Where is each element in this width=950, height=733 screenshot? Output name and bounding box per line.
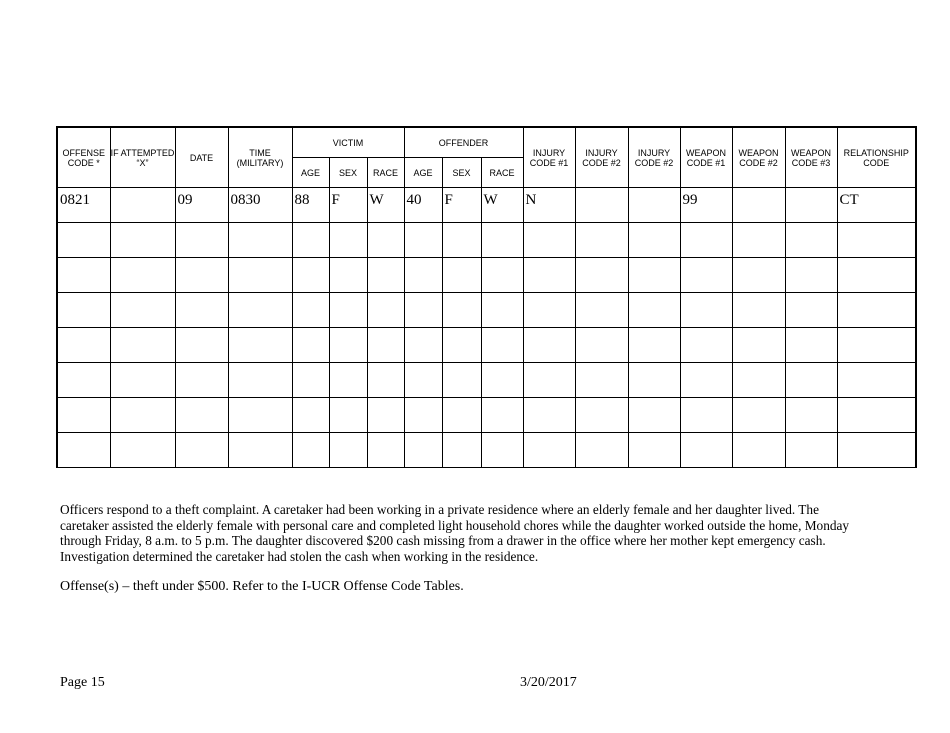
table-row: [57, 188, 916, 223]
page-number: Page 15: [60, 675, 105, 690]
table-row: [57, 398, 916, 433]
table-cell[interactable]: [523, 398, 575, 433]
table-cell[interactable]: [442, 293, 481, 328]
table-cell[interactable]: [367, 363, 404, 398]
table-cell[interactable]: [628, 293, 680, 328]
table-cell[interactable]: [57, 433, 110, 468]
footer-date: 3/20/2017: [520, 675, 577, 690]
offense-line: Offense(s) – theft under $500. Refer to the I-UCR Offense Code Tables.: [60, 579, 464, 594]
table-cell[interactable]: [175, 223, 228, 258]
table-cell[interactable]: [575, 293, 628, 328]
table-cell[interactable]: [367, 258, 404, 293]
table-cell[interactable]: [732, 363, 785, 398]
table-cell[interactable]: [785, 398, 837, 433]
header-time: TIME (MILITARY): [228, 127, 292, 188]
table-cell[interactable]: [732, 293, 785, 328]
cell-weapon-code-3[interactable]: [785, 188, 837, 223]
scenario-narrative: Officers respond to a theft complaint. A caretaker had been working in a private residence where an elderly female and her daughter lived. The caretaker assisted the elderly female with personal care and completed light household chores while the daughter worked outside the home, Monday through Friday, 8 a.m. to 5 p.m. The daughter discovered $200 cash missing from a drawer in the office where her mother kept emergency cash. Investigation determined the caretaker had stolen the cash when working in the residence.: [60, 502, 850, 564]
table-cell[interactable]: [175, 363, 228, 398]
cell-relationship-code[interactable]: CT: [837, 188, 916, 223]
table-cell[interactable]: [329, 398, 367, 433]
table-cell[interactable]: [628, 223, 680, 258]
table-cell[interactable]: [680, 293, 732, 328]
cell-injury-code-1[interactable]: N: [523, 188, 575, 223]
table-row: [57, 223, 916, 258]
header-offender-sex: SEX: [442, 158, 481, 188]
table-cell[interactable]: [837, 433, 916, 468]
table-cell[interactable]: [175, 433, 228, 468]
table-cell[interactable]: [292, 398, 329, 433]
table-cell[interactable]: [228, 258, 292, 293]
table-cell[interactable]: [329, 258, 367, 293]
table-cell[interactable]: [329, 293, 367, 328]
cell-weapon-code-2[interactable]: [732, 188, 785, 223]
table-cell[interactable]: [785, 258, 837, 293]
table-cell[interactable]: [228, 398, 292, 433]
table-cell[interactable]: [228, 363, 292, 398]
table-row: [57, 328, 916, 363]
header-weapon-code-2: WEAPON CODE #2: [732, 127, 785, 188]
table-cell[interactable]: [680, 363, 732, 398]
table-row: [57, 433, 916, 468]
blank-rows: [57, 223, 916, 468]
table-cell[interactable]: [57, 398, 110, 433]
table-cell[interactable]: [442, 328, 481, 363]
table-cell[interactable]: [57, 328, 110, 363]
table-cell[interactable]: [404, 363, 442, 398]
table-cell[interactable]: [110, 363, 175, 398]
table-cell[interactable]: [837, 398, 916, 433]
cell-victim-sex[interactable]: F: [329, 188, 367, 223]
table-cell[interactable]: [367, 223, 404, 258]
table-row: [57, 258, 916, 293]
table-cell[interactable]: [175, 258, 228, 293]
offense-report-table: [56, 126, 917, 468]
header-offender: OFFENDER: [404, 127, 523, 158]
table-cell[interactable]: [292, 433, 329, 468]
header-weapon-code-3: WEAPON CODE #3: [785, 127, 837, 188]
table-cell[interactable]: [481, 398, 523, 433]
table-cell[interactable]: [292, 258, 329, 293]
table-cell[interactable]: [575, 433, 628, 468]
table-cell[interactable]: [628, 398, 680, 433]
table-cell[interactable]: [404, 293, 442, 328]
table-cell[interactable]: [785, 433, 837, 468]
table-cell[interactable]: [329, 223, 367, 258]
table-cell[interactable]: [292, 223, 329, 258]
header-offense-code: OFFENSE CODE *: [57, 127, 110, 188]
table-cell[interactable]: [785, 293, 837, 328]
table-cell[interactable]: [680, 258, 732, 293]
table-cell[interactable]: [785, 328, 837, 363]
table-cell[interactable]: [785, 223, 837, 258]
table-cell[interactable]: [481, 328, 523, 363]
table-cell[interactable]: [57, 363, 110, 398]
table-cell[interactable]: [523, 258, 575, 293]
cell-offender-age[interactable]: 40: [404, 188, 442, 223]
table-cell[interactable]: [110, 258, 175, 293]
table-cell[interactable]: [404, 398, 442, 433]
table-cell[interactable]: [404, 258, 442, 293]
header-if-attempted: IF ATTEMPTED “X”: [110, 127, 175, 188]
table-cell[interactable]: [575, 398, 628, 433]
table-cell[interactable]: [442, 363, 481, 398]
header-injury-code-1: INJURY CODE #1: [523, 127, 575, 188]
table-cell[interactable]: [680, 328, 732, 363]
table-cell[interactable]: [442, 223, 481, 258]
header-victim-age: AGE: [292, 158, 329, 188]
cell-offender-sex[interactable]: F: [442, 188, 481, 223]
table-cell[interactable]: [110, 398, 175, 433]
table-cell[interactable]: [481, 258, 523, 293]
table-cell[interactable]: [57, 293, 110, 328]
header-date: DATE: [175, 127, 228, 188]
cell-offense-code[interactable]: 0821: [57, 188, 110, 223]
table-cell[interactable]: [292, 363, 329, 398]
table-cell[interactable]: [732, 433, 785, 468]
cell-if-attempted[interactable]: [110, 188, 175, 223]
table-cell[interactable]: [228, 328, 292, 363]
table-cell[interactable]: [732, 223, 785, 258]
table-cell[interactable]: [175, 398, 228, 433]
table-cell[interactable]: [680, 398, 732, 433]
table-cell[interactable]: [292, 328, 329, 363]
header-injury-code-3: INJURY CODE #2: [628, 127, 680, 188]
table-cell[interactable]: [628, 363, 680, 398]
table-cell[interactable]: [481, 363, 523, 398]
table-cell[interactable]: [837, 223, 916, 258]
table-cell[interactable]: [57, 223, 110, 258]
header-offender-age: AGE: [404, 158, 442, 188]
table-cell[interactable]: [575, 223, 628, 258]
table-cell[interactable]: [628, 433, 680, 468]
table-cell[interactable]: [110, 223, 175, 258]
cell-date[interactable]: 09: [175, 188, 228, 223]
table-cell[interactable]: [329, 363, 367, 398]
table-cell[interactable]: [175, 328, 228, 363]
table-cell[interactable]: [680, 223, 732, 258]
table-cell[interactable]: [837, 328, 916, 363]
table-cell[interactable]: [110, 433, 175, 468]
header-weapon-code-1: WEAPON CODE #1: [680, 127, 732, 188]
table-cell[interactable]: [228, 293, 292, 328]
table-cell[interactable]: [575, 258, 628, 293]
table-cell[interactable]: [481, 433, 523, 468]
table-cell[interactable]: [367, 328, 404, 363]
table-cell[interactable]: [680, 433, 732, 468]
cell-time[interactable]: 0830: [228, 188, 292, 223]
header-victim-sex: SEX: [329, 158, 367, 188]
header-victim: VICTIM: [292, 127, 404, 158]
cell-injury-code-2[interactable]: [575, 188, 628, 223]
cell-weapon-code-1[interactable]: 99: [680, 188, 732, 223]
cell-offender-race[interactable]: W: [481, 188, 523, 223]
table-cell[interactable]: [228, 433, 292, 468]
table-cell[interactable]: [404, 328, 442, 363]
table-cell[interactable]: [523, 328, 575, 363]
table-cell[interactable]: [575, 363, 628, 398]
header-offender-race: RACE: [481, 158, 523, 188]
header-relationship-code: RELATIONSHIP CODE: [837, 127, 916, 188]
table-cell[interactable]: [628, 328, 680, 363]
table-cell[interactable]: [523, 433, 575, 468]
table-cell[interactable]: [732, 258, 785, 293]
header-victim-race: RACE: [367, 158, 404, 188]
table-cell[interactable]: [110, 293, 175, 328]
table-cell[interactable]: [329, 433, 367, 468]
table-cell[interactable]: [442, 433, 481, 468]
cell-victim-age[interactable]: 88: [292, 188, 329, 223]
table-cell[interactable]: [785, 363, 837, 398]
cell-injury-code-3[interactable]: [628, 188, 680, 223]
table-cell[interactable]: [404, 433, 442, 468]
table-cell[interactable]: [175, 293, 228, 328]
table-cell[interactable]: [404, 223, 442, 258]
cell-victim-race[interactable]: W: [367, 188, 404, 223]
table-cell[interactable]: [481, 293, 523, 328]
table-cell[interactable]: [628, 258, 680, 293]
table-cell[interactable]: [110, 328, 175, 363]
table-cell[interactable]: [57, 258, 110, 293]
table-cell[interactable]: [837, 293, 916, 328]
table-cell[interactable]: [837, 363, 916, 398]
table-cell[interactable]: [523, 363, 575, 398]
table-cell[interactable]: [837, 258, 916, 293]
table-cell[interactable]: [442, 398, 481, 433]
table-row: [57, 293, 916, 328]
table-cell[interactable]: [481, 223, 523, 258]
table-cell[interactable]: [329, 328, 367, 363]
table-cell[interactable]: [732, 328, 785, 363]
table-cell[interactable]: [292, 293, 329, 328]
table-cell[interactable]: [523, 223, 575, 258]
header-injury-code-2: INJURY CODE #2: [575, 127, 628, 188]
table-cell[interactable]: [523, 293, 575, 328]
table-cell[interactable]: [732, 398, 785, 433]
table-cell[interactable]: [367, 398, 404, 433]
table-cell[interactable]: [575, 328, 628, 363]
table-cell[interactable]: [228, 223, 292, 258]
table-cell[interactable]: [442, 258, 481, 293]
table-cell[interactable]: [367, 433, 404, 468]
table-row: [57, 363, 916, 398]
table-cell[interactable]: [367, 293, 404, 328]
